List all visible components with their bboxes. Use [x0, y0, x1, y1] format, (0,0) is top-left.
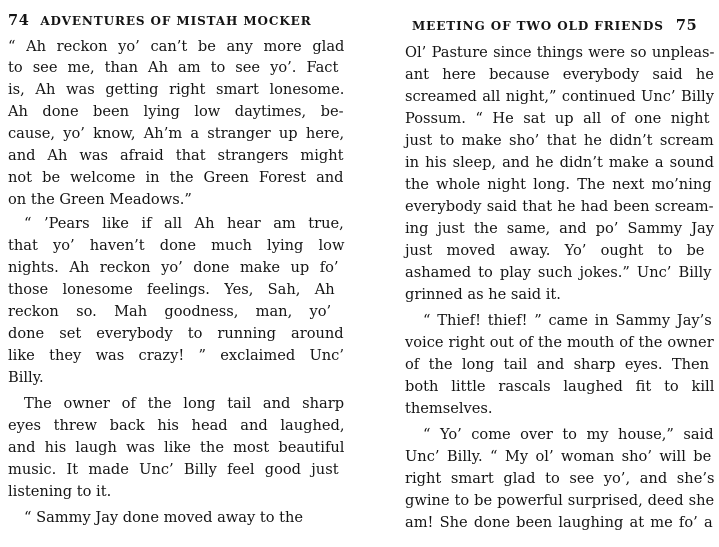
text-line: is, Ah was getting right smart lonesome. [8, 81, 345, 98]
text-line: Ol’ Pasture since things were so unpleas- [405, 44, 715, 61]
running-head: MEETING OF TWO OLD FRIENDS [412, 19, 664, 33]
text-line: reckon so. Mah goodness, man, yo’ [8, 303, 332, 320]
text-line: on the Green Meadows.” [8, 191, 192, 208]
text-line: and Ah was afraid that strangers might [8, 147, 344, 164]
text-line: done set everybody to running around [8, 325, 344, 342]
text-line: eyes threw back his head and laughed, [8, 417, 345, 434]
text-line: themselves. [405, 400, 493, 417]
text-line: not be welcome in the Green Forest and [8, 169, 344, 186]
right-page [362, 0, 719, 547]
text-line: to see me, than Ah am to see yo’. Fact [8, 59, 339, 76]
text-line: right smart glad to see yo’, and she’s [405, 470, 715, 487]
text-line: nights. Ah reckon yo’ done make up fo’ [8, 259, 339, 276]
text-line: like they was crazy! ” exclaimed Unc’ [8, 347, 344, 364]
text-line: Billy. [8, 369, 44, 386]
text-line: grinned as he said it. [405, 286, 561, 303]
text-line: ashamed to play such jokes.” Unc’ Billy [405, 264, 712, 281]
text-line: listening to it. [8, 483, 112, 500]
left-page-header [8, 12, 312, 29]
text-line: the whole night long. The next mo’ning [405, 176, 712, 193]
text-line: “ Yo’ come over to my house,” said [423, 426, 714, 443]
text-line: everybody said that he had been scream- [405, 198, 714, 215]
text-line: that yo’ haven’t done much lying low [8, 237, 345, 254]
right-page-header [412, 17, 697, 34]
text-line: Ah done been lying low daytimes, be- [8, 103, 344, 120]
text-line: Possum. “ He sat up all of one night [405, 110, 710, 127]
text-line: and his laugh was like the most beautiful [8, 439, 345, 456]
page-number: 75 [675, 17, 698, 34]
text-line: ant here because everybody said he [405, 66, 714, 83]
text-line: just to make sho’ that he didn’t scream [405, 132, 714, 149]
text-line: in his sleep, and he didn’t make a sound [405, 154, 715, 171]
text-line: “ ’Pears like if all Ah hear am true, [24, 215, 344, 232]
text-line: music. It made Unc’ Billy feel good just [8, 461, 339, 478]
text-line: just moved away. Yo’ ought to be [405, 242, 705, 259]
text-line: “ Ah reckon yo’ can’t be any more glad [8, 38, 345, 55]
text-line: The owner of the long tail and sharp [24, 395, 345, 412]
running-head: ADVENTURES OF MISTAH MOCKER [40, 14, 312, 28]
text-line: am! She done been laughing at me fo’ a [405, 514, 713, 531]
text-line: “ Sammy Jay done moved away to the [24, 509, 304, 526]
left-page [0, 0, 348, 547]
text-line: voice right out of the mouth of the owner [405, 334, 714, 351]
text-line: both little rascals laughed fit to kill [405, 378, 715, 395]
text-line: gwine to be powerful surprised, deed she [405, 492, 715, 509]
text-line: “ Thief! thief! ” came in Sammy Jay’s [423, 312, 712, 329]
text-line: those lonesome feelings. Yes, Sah, Ah [8, 281, 335, 298]
text-line: cause, yo’ know, Ah’m a stranger up here, [8, 125, 345, 142]
text-line: ing just the same, and po’ Sammy Jay [405, 220, 714, 237]
text-line: of the long tail and sharp eyes. Then [405, 356, 710, 373]
page-number: 74 [8, 12, 30, 29]
text-line: screamed all night,” continued Unc’ Billy [405, 88, 714, 105]
text-line: Unc’ Billy. “ My ol’ woman sho’ will be [405, 448, 712, 465]
